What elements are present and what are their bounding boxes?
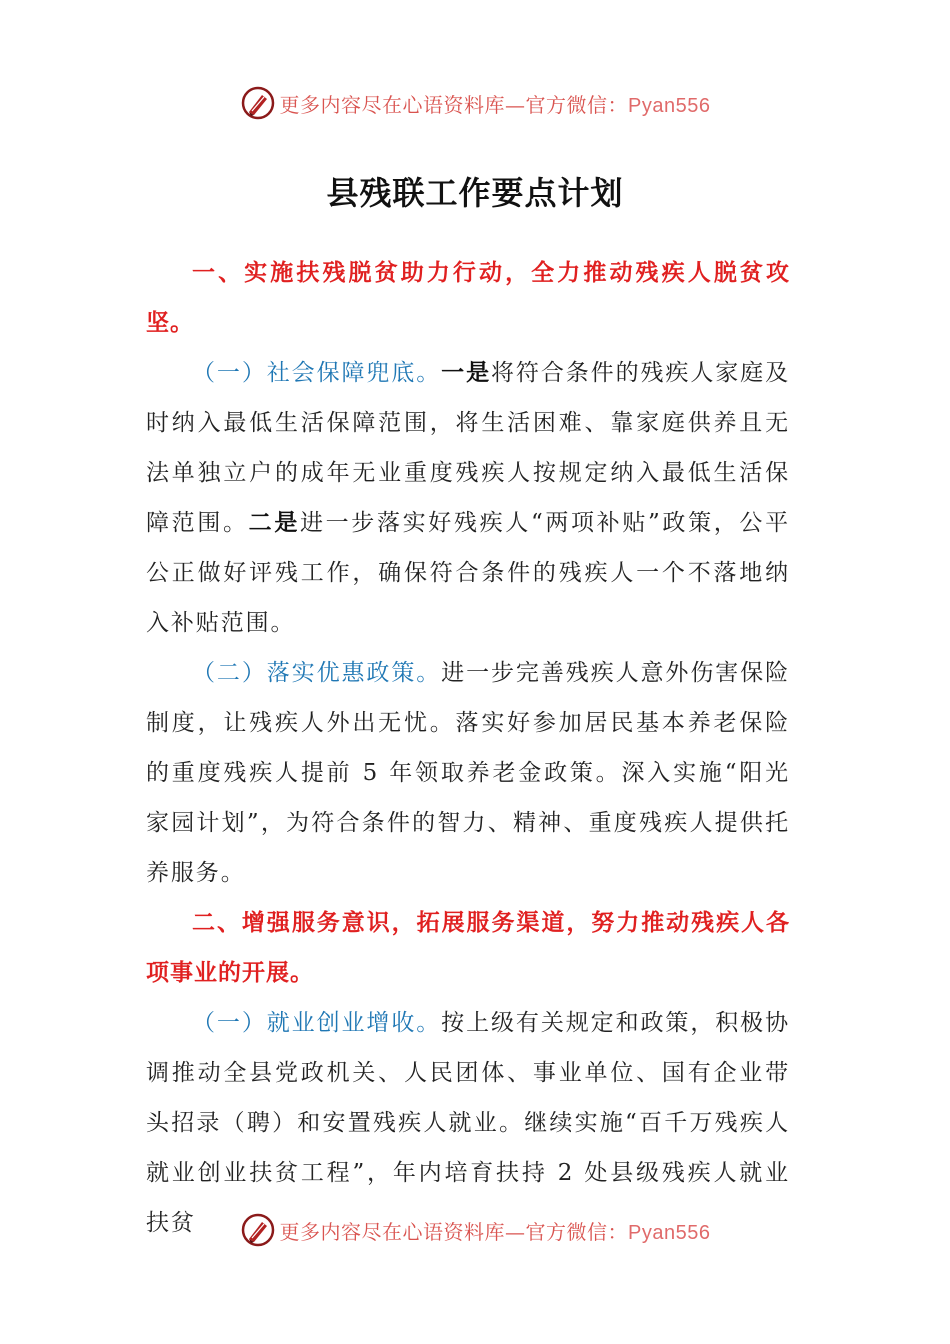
brand-dash: —	[505, 92, 526, 117]
section-heading-2: 二、增强服务意识，拓展服务渠道，努力推动残疾人各项事业的开展。	[146, 910, 790, 986]
brand-text: 更多内容尽在心语资料库	[279, 92, 506, 117]
bold-lead-1: 一是	[441, 359, 492, 386]
brand-dash: —	[505, 1219, 526, 1244]
subheading-1-2: （二）落实优惠政策。	[192, 660, 442, 686]
document-body	[146, 248, 790, 1248]
paragraph-text: 进一步落实好残疾人“两项补贴”政策，公平公正做好评残工作，确保符合条件的残疾人一个不落地纳入补贴范围。	[146, 510, 790, 636]
wechat-id: Pyan556	[628, 1221, 711, 1244]
wechat-label: 官方微信：	[525, 1219, 629, 1244]
header-banner	[0, 83, 950, 123]
wechat-id: Pyan556	[628, 94, 711, 117]
bold-lead-2: 二是	[248, 509, 300, 536]
subheading-1-1: （一）社会保障兜底。	[192, 360, 442, 386]
section-heading-1: 一、实施扶残脱贫助力行动，全力推动残疾人脱贫攻坚。	[146, 260, 790, 336]
paragraph-text: 进一步完善残疾人意外伤害保险制度，让残疾人外出无忧。落实好参加居民基本养老保险的重度残疾人提前 5 年领取养老金政策。深入实施“阳光家园计划”，为符合条件的智力、精神、重度残疾人提供托养服务。	[146, 660, 790, 886]
paragraph-1-1	[146, 348, 790, 648]
pen-nib-circle-icon	[240, 1212, 276, 1248]
subheading-2-1: （一）就业创业增收。	[192, 1010, 442, 1036]
footer-banner	[0, 1210, 950, 1250]
brand-text: 更多内容尽在心语资料库	[279, 1219, 506, 1244]
wechat-label: 官方微信：	[525, 92, 629, 117]
paragraph-text: 将符合条件的残疾人家庭及时纳入最低生活保障范围，将生活困难、靠家庭供养且无法单独立户的成年无业重度残疾人按规定纳入最低生活保障范围。	[146, 360, 790, 536]
paragraph-1-2	[146, 648, 790, 898]
document-title: 县残联工作要点计划	[326, 174, 624, 212]
paragraph-text: 按上级有关规定和政策，积极协调推动全县党政机关、人民团体、事业单位、国有企业带头招录（聘）和安置残疾人就业。继续实施“百千万残疾人就业创业扶贫工程”，年内培育扶持 2 处县级残疾人就业扶贫	[146, 1010, 790, 1236]
pen-nib-circle-icon	[240, 85, 276, 121]
